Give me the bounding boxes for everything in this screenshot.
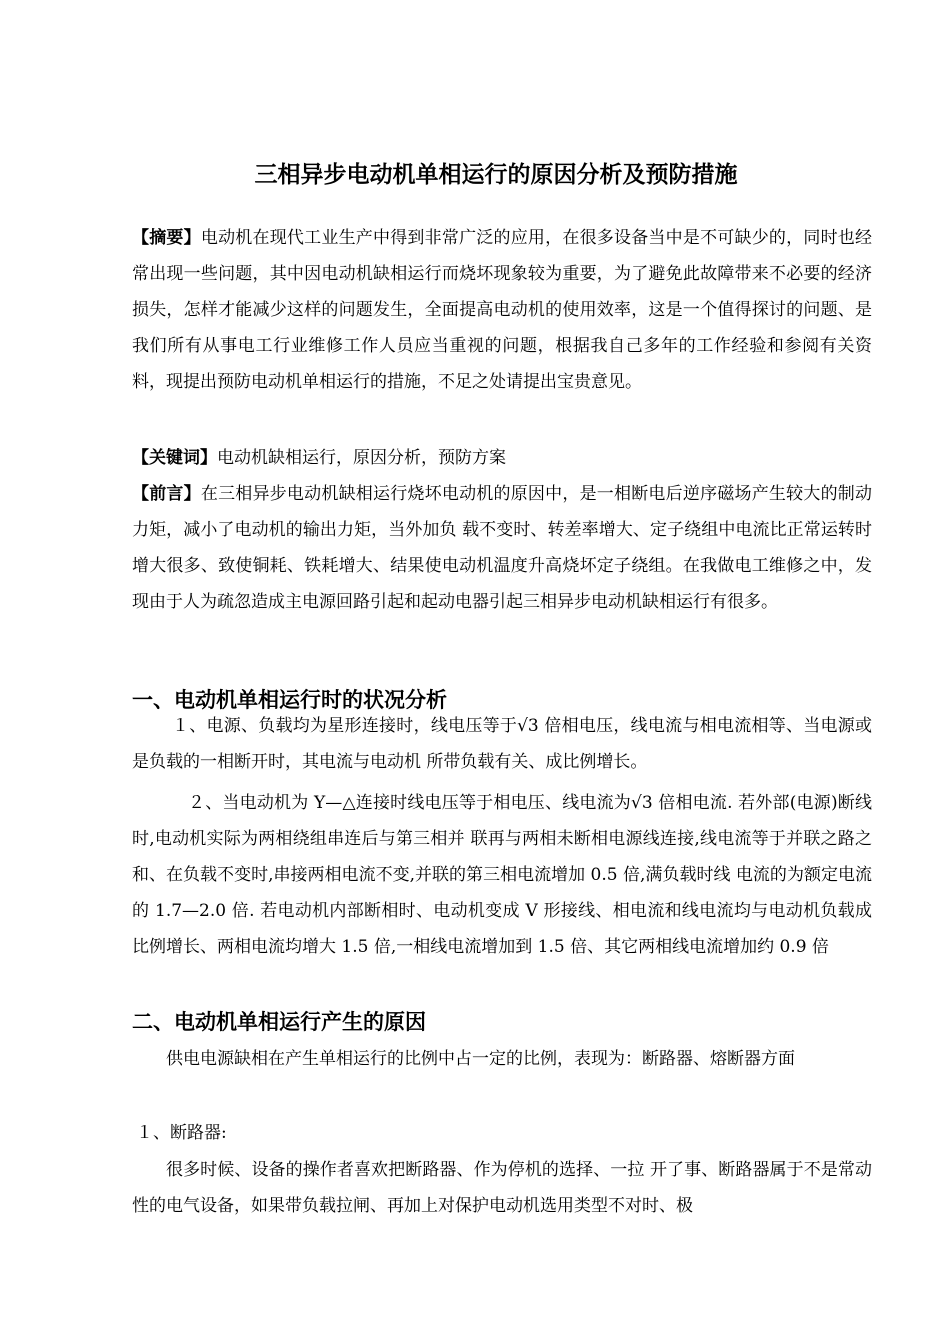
section2-item1-title: １、断路器: — [136, 1123, 227, 1143]
abstract-label: 【摘要】 — [132, 228, 201, 248]
section2-heading: 二、电动机单相运行产生的原因 — [132, 1009, 426, 1034]
keywords-text: 电动机缺相运行，原因分析，预防方案 — [217, 448, 506, 468]
preface-label: 【前言】 — [132, 484, 201, 504]
abstract-text: 电动机在现代工业生产中得到非常广泛的应用，在很多设备当中是不可缺少的，同时也经常出现一些问题，其中因电动机缺相运行而烧坏现象较为重要，为了避免此故障带来不必要的经济损失，怎样才能减少这样的问题发生，全面提高电动机的使用效率，这是一个值得探讨的问题、是我们所有从事电工行业维修工作人员应当重视的问题，根据我自己多年的工作经验和参阅有关资料，现提出预防电动机单相运行的措施，不足之处请提出宝贵意见。 — [132, 228, 873, 392]
document-title: 三相异步电动机单相运行的原因分析及预防措施 — [254, 162, 738, 188]
abstract-paragraph — [132, 220, 872, 400]
keywords-paragraph — [132, 440, 872, 476]
preface-text: 在三相异步电动机缺相运行烧坏电动机的原因中，是一相断电后逆序磁场产生较大的制动力矩，减小了电动机的输出力矩，当外加负 载不变时、转差率增大、定子绕组中电流比正常运转时增大很多、致使铜耗、铁耗增大、结果使电动机温度升高烧坏定子绕组。在我做电工维修之中，发现由于人为疏忽造成主电源回路引起和起动电器引起三相异步电动机缺相运行有很多。 — [132, 484, 873, 612]
section1-item2: ２、当电动机为 Y—△连接时线电压等于相电压、线电流为√3 倍相电流. 若外部(电源)断线时,电动机实际为两相绕组串连后与第三相并 联再与两相未断相电源线连接,线电流等于并联之路之和、在负载不变时,串接两相电流不变,并联的第三相电流增加 0.5 倍,满负载时线 电流的为额定电流的 1.7—2.0 倍. 若电动机内部断相时、电动机变成 V 形接线、相电流和线电流均与电动机负载成比例增长、两相电流均增大 1.5 倍,一相线电流增加到 1.5 倍、其它两相线电流增加约 0.9 倍 — [132, 793, 872, 957]
preface-paragraph — [132, 476, 872, 620]
keywords-label: 【关键词】 — [132, 448, 217, 468]
section1-item1: １、电源、负载均为星形连接时，线电压等于√3 倍相电压，线电流与相电流相等、当电源或是负载的一相断开时，其电流与电动机 所带负载有关、成比例增长。 — [132, 716, 872, 772]
section1-heading: 一、电动机单相运行时的状况分析 — [132, 687, 447, 712]
section2-intro: 供电电源缺相在产生单相运行的比例中占一定的比例，表现为：断路器、熔断器方面 — [166, 1049, 795, 1069]
section2-item1-text: 很多时候、设备的操作者喜欢把断路器、作为停机的选择、一拉 开了事、断路器属于不是常动性的电气设备，如果带负载拉闸、再加上对保护电动机选用类型不对时、极 — [132, 1160, 872, 1216]
